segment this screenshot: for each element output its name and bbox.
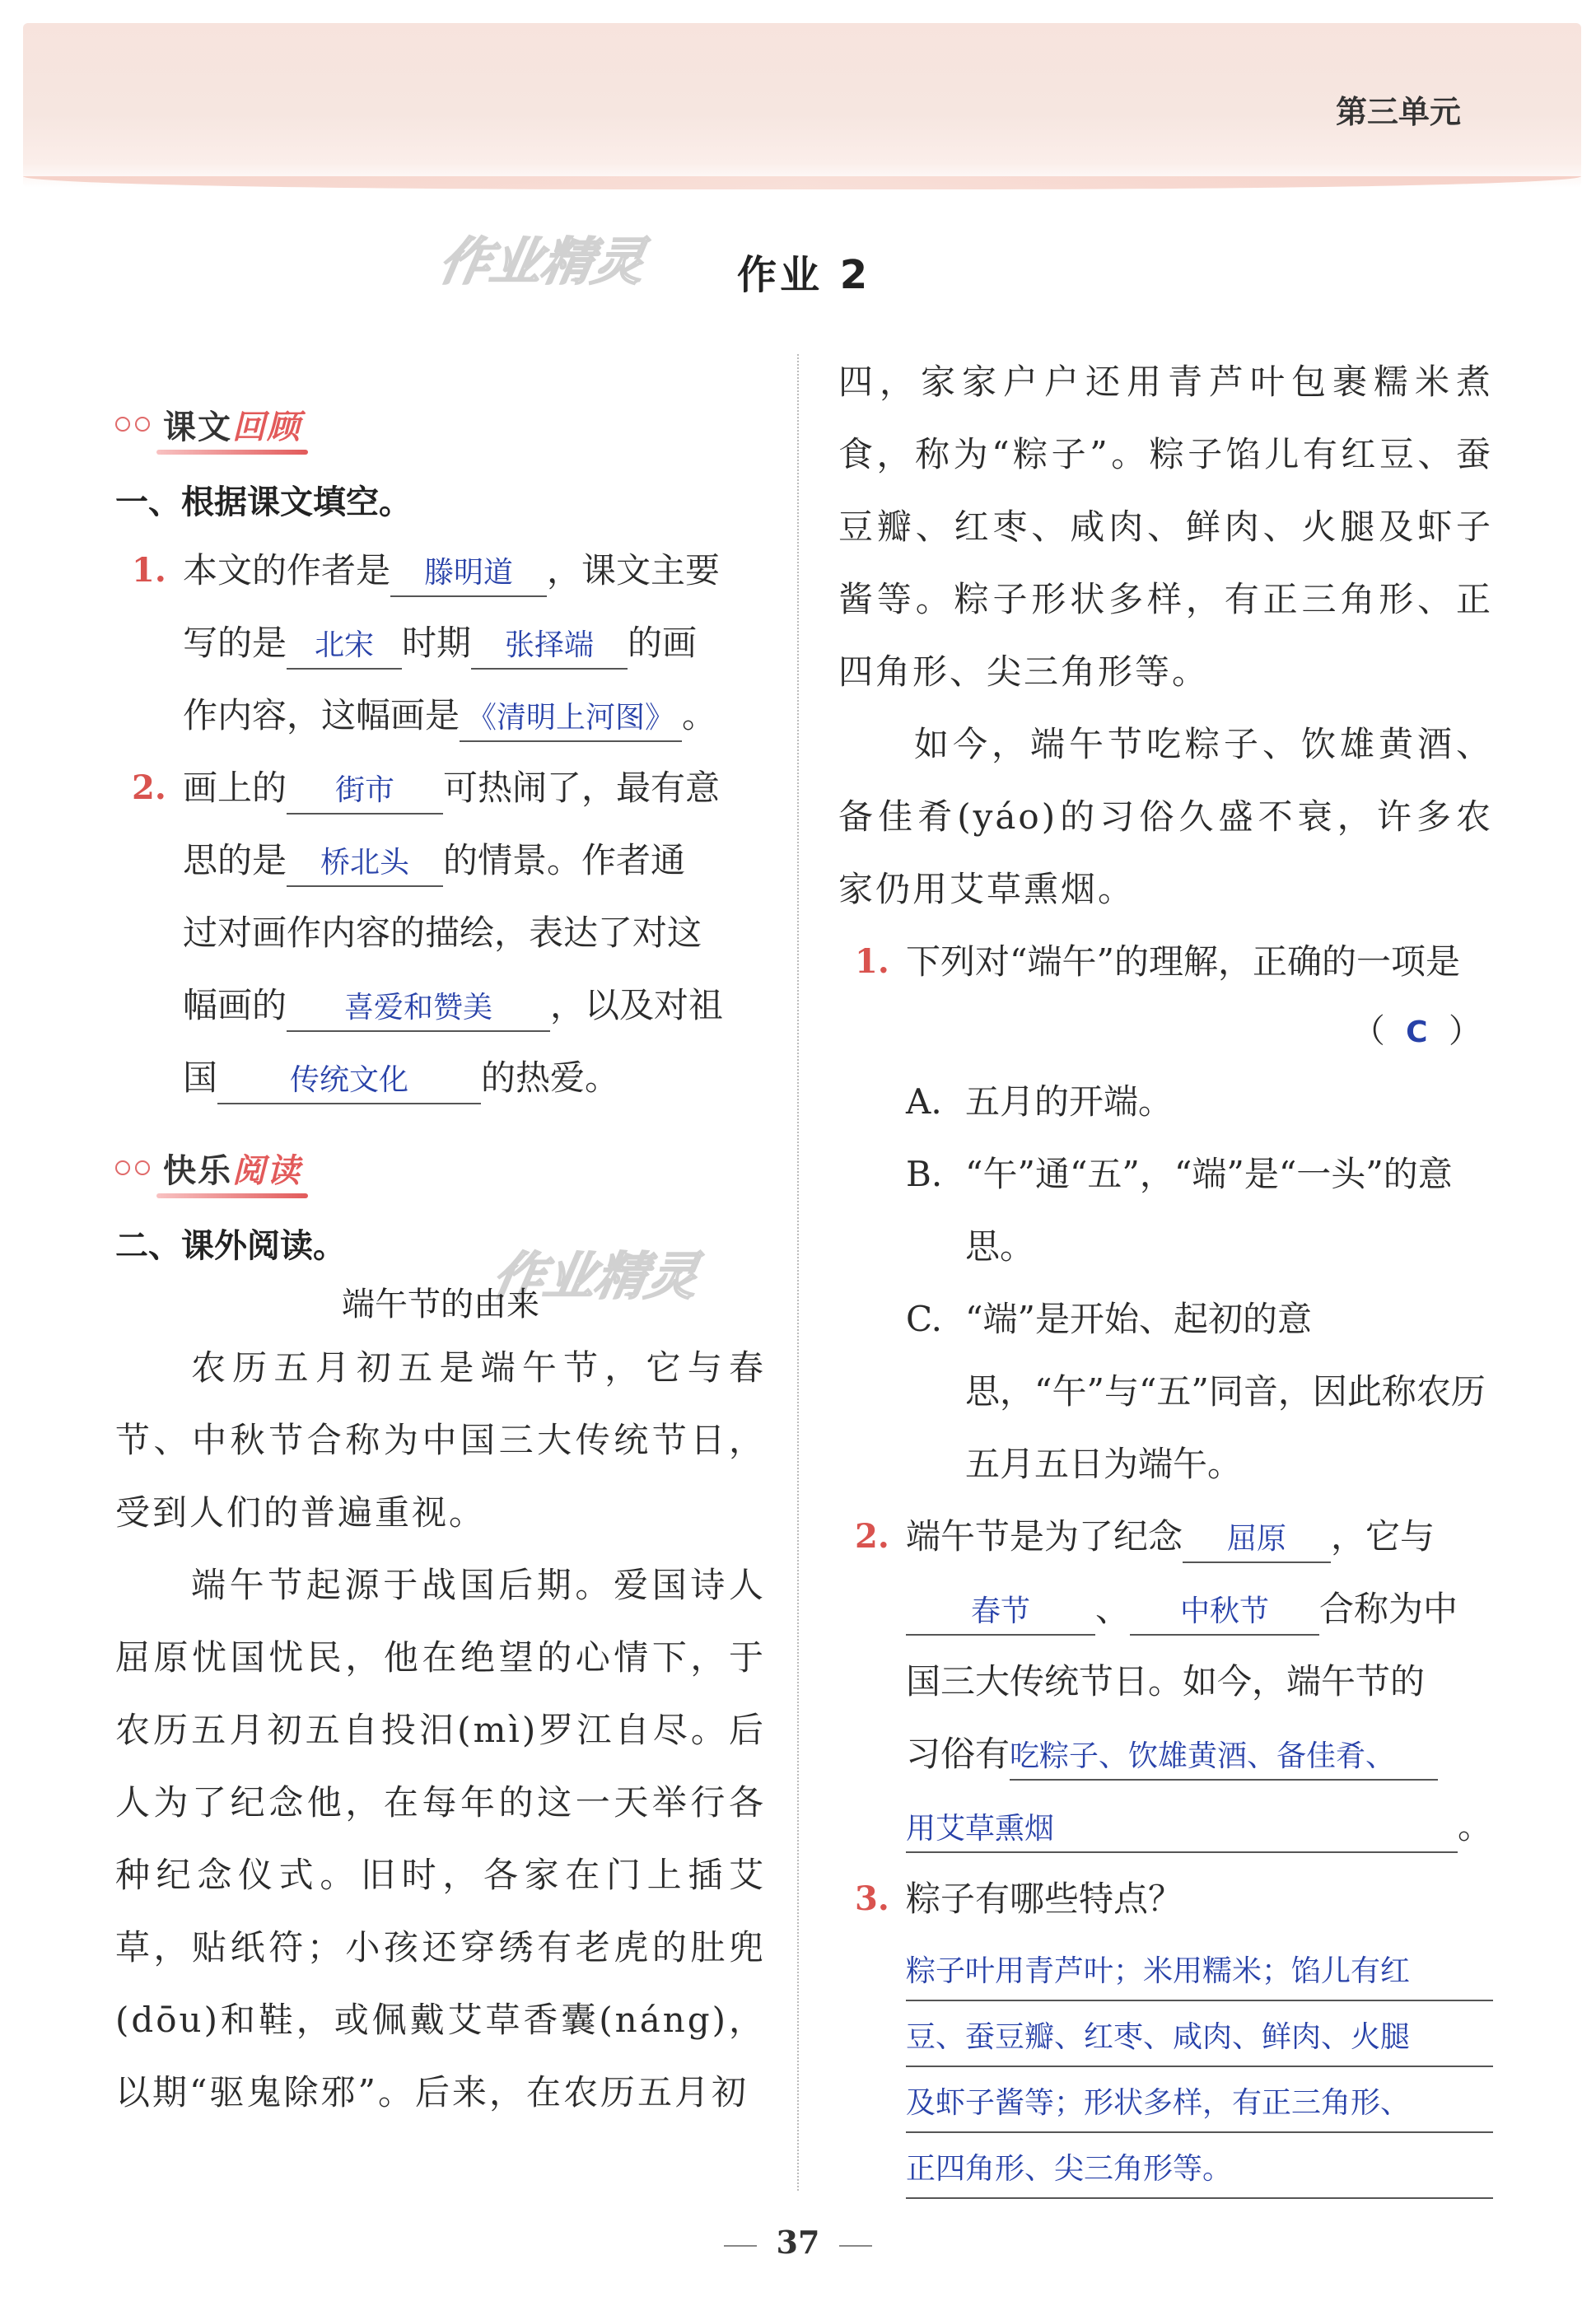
answer-line[interactable]: 及虾子酱等；形状多样，有正三角形、	[906, 2067, 1493, 2133]
answer-blank[interactable]: 中秋节	[1130, 1589, 1319, 1636]
answer-line[interactable]: 正四角形、尖三角形等。	[906, 2133, 1493, 2199]
page-title: 作业 2	[737, 252, 871, 298]
answer-blank[interactable]: 传统文化	[217, 1058, 481, 1104]
page-number: 37	[776, 2224, 820, 2261]
watermark: 作业精灵	[488, 1246, 703, 1306]
article-paragraph: 如今，端午节吃粽子、饮雄黄酒、备佳肴(yáo)的习俗久盛不衰，许多农家仍用艾草熏烟。	[838, 724, 1493, 909]
choice-answer[interactable]: C	[1406, 1015, 1428, 1049]
section-badge-reading	[115, 1131, 766, 1205]
answer-blank[interactable]: 《清明上河图》	[460, 696, 682, 742]
answer-paren: （ C ）	[1351, 1012, 1482, 1050]
option-a[interactable]: A. 五月的开端。	[906, 1081, 1174, 1122]
article-paragraph: 端午节起源于战国后期。爱国诗人屈原忧国忧民，他在绝望的心情下，于农历五月初五自投汨(mì)罗江自尽。后人为了纪念他，在每年的这一天举行各种纪念仪式。旧时，各家在门上插艾草，贴纸符；小孩还穿绣有老虎的肚兜(dōu)和鞋，或佩戴艾草香囊(náng)，以期“驱鬼除邪”。后来，在农历五月初	[115, 1565, 766, 2112]
watermark: 作业精灵	[434, 231, 650, 292]
column-divider	[797, 354, 799, 2191]
article-title: 端午节的由来	[342, 1286, 539, 1323]
reading-question-2: 2. 端午节是为了纪念 屈原 ，它与 春节 、 中秋节 合称为中 国三大传统节日。如今，端午节的 习俗有吃粽子、饮雄黄酒、备佳肴、 用艾草熏烟 。	[838, 1501, 1493, 1863]
question-2-fill: 2. 画上的 街市 可热闹了，最有意 思的是 桥北头 的情景。作者通 过对画作内容的描绘，表达了对这 幅画的 喜爱和赞美 ，以及对祖 国 传统文化 的热爱。	[115, 752, 766, 1114]
badge-label: 课文回顾	[156, 399, 308, 450]
section-heading: 二、课外阅读。	[115, 1227, 346, 1265]
section-badge-review	[115, 387, 766, 461]
option-c[interactable]: C. “端”是开始、起初的意思，“午”与“五”同音，因此称农历五月五日为端午。	[906, 1299, 1486, 1484]
dots-icon	[115, 1160, 150, 1175]
left-column	[115, 387, 766, 2129]
answer-blank[interactable]: 吃粽子、饮雄黄酒、备佳肴、	[1010, 1734, 1438, 1781]
dots-icon	[115, 417, 150, 432]
article-paragraph: 农历五月初五是端午节，它与春节、中秋节合称为中国三大传统节日，受到人们的普遍重视。	[115, 1347, 766, 1533]
answer-blank[interactable]: 张择端	[471, 623, 628, 670]
answer-line[interactable]: 豆、蚕豆瓣、红枣、咸肉、鲜肉、火腿	[906, 2001, 1493, 2067]
badge-label: 快乐阅读	[156, 1143, 308, 1193]
answer-blank[interactable]: 屈原	[1183, 1517, 1331, 1563]
answer-line[interactable]: 粽子叶用青芦叶；米用糯米；馅儿有红	[906, 1935, 1493, 2001]
option-b[interactable]: B. “午”通“五”，“端”是“一头”的意思。	[906, 1154, 1453, 1267]
answer-blank[interactable]: 桥北头	[287, 841, 443, 887]
article-paragraph: 四，家家户户还用青芦叶包裹糯米煮食，称为“粽子”。粽子馅儿有红豆、蚕豆瓣、红枣、咸肉、鲜肉、火腿及虾子酱等。粽子形状多样，有正三角形、正四角形、尖三角形等。	[838, 362, 1493, 692]
answer-blank[interactable]: 用艾草熏烟	[906, 1807, 1458, 1853]
answer-blank[interactable]: 街市	[287, 768, 443, 815]
reading-question-1: 1. 下列对“端午”的理解，正确的一项是	[855, 941, 1460, 982]
right-column	[838, 346, 1493, 2199]
section-heading: 一、根据课文填空。	[115, 483, 412, 521]
question-1-fill: 1. 本文的作者是 滕明道 ，课文主要 写的是 北宋 时期 张择端 的画 作内容，这幅画是 《清明上河图》 。	[115, 534, 766, 752]
unit-label: 第三单元	[1335, 94, 1461, 130]
page-number-bar	[0, 2224, 1596, 2261]
answer-blank[interactable]: 喜爱和赞美	[287, 986, 550, 1032]
answer-blank[interactable]: 春节	[906, 1589, 1095, 1636]
answer-blank[interactable]: 滕明道	[390, 551, 547, 597]
reading-question-3: 3. 粽子有哪些特点？	[855, 1879, 1183, 1919]
answer-blank[interactable]: 北宋	[287, 623, 402, 670]
